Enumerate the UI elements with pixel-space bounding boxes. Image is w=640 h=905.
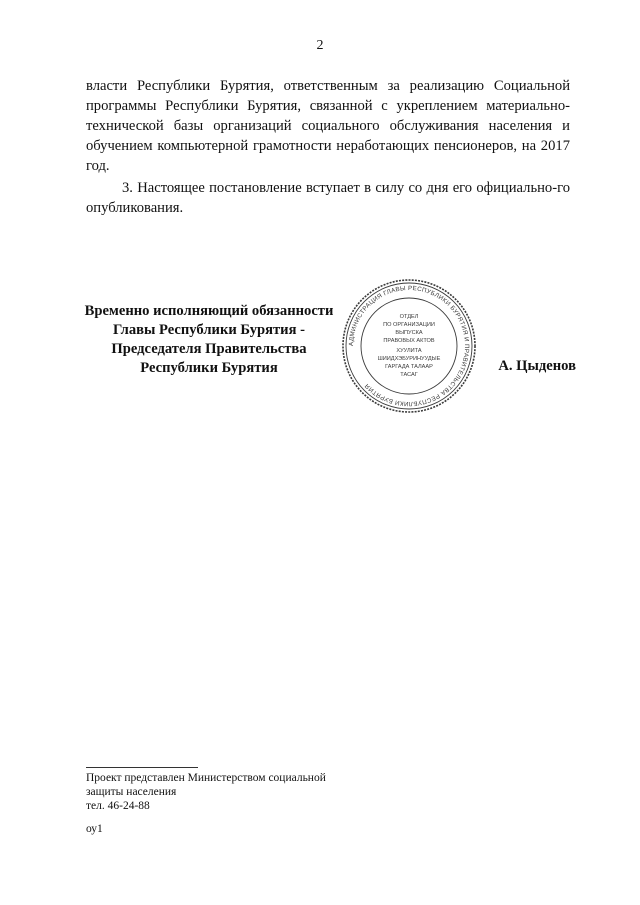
signature-title	[78, 302, 340, 378]
official-seal	[341, 278, 477, 414]
signature-title-line: Председателя Правительства	[111, 341, 307, 357]
seal-line: ОТДЕЛ	[399, 314, 419, 320]
svg-text:АДМИНИСТРАЦИЯ ГЛАВЫ РЕСПУБЛИКИ	[348, 285, 470, 407]
signer-name: А. Цыденов	[498, 358, 576, 374]
seal-outer-text: АДМИНИСТРАЦИЯ ГЛАВЫ РЕСПУБЛИКИ БУРЯТИЯ И ПРАВИТЕЛЬСТВА РЕСПУБЛИКИ БУРЯТИЯ	[347, 284, 471, 408]
seal-line: ХУУЛИТА	[396, 348, 422, 354]
seal-line: ПРАВОВЫХ АКТОВ	[383, 338, 435, 344]
paragraph-continuation: власти Республики Бурятия, ответственным за реализацию Социальной программы Республики Бурятия, связанной с укреплением материально-технической базы организаций социального обслуживания населения и обучением компьютерной грамотности неработающих пенсионеров, на 2017 год.	[86, 78, 570, 174]
page-number: 2	[316, 38, 324, 53]
footnote-line: защиты населения	[86, 786, 177, 798]
footnote	[86, 771, 386, 813]
seal-line: ВЫПУСКА	[395, 330, 423, 336]
footnote-line: тел. 46-24-88	[86, 800, 150, 812]
seal-line: ПО ОРГАНИЗАЦИИ	[383, 322, 435, 328]
footnote-divider	[86, 767, 198, 768]
paragraph-item-3: 3. Настоящее постановление вступает в силу со дня его официально-го опубликования.	[86, 180, 570, 216]
seal-line: ШИИДХЭБУРИНУУДЫЕ	[377, 356, 441, 362]
seal-line: ГАРГАДА ТАЛААР	[385, 364, 433, 370]
signature-title-line: Временно исполняющий обязанности	[84, 303, 334, 319]
footnote-line: Проект представлен Министерством социальной	[86, 772, 326, 784]
seal-line: ТАСАГ	[400, 372, 418, 378]
signature-title-line: Республики Бурятия	[140, 360, 278, 376]
signature-title-line: Главы Республики Бурятия -	[113, 322, 305, 338]
document-code: оу1	[86, 823, 103, 835]
